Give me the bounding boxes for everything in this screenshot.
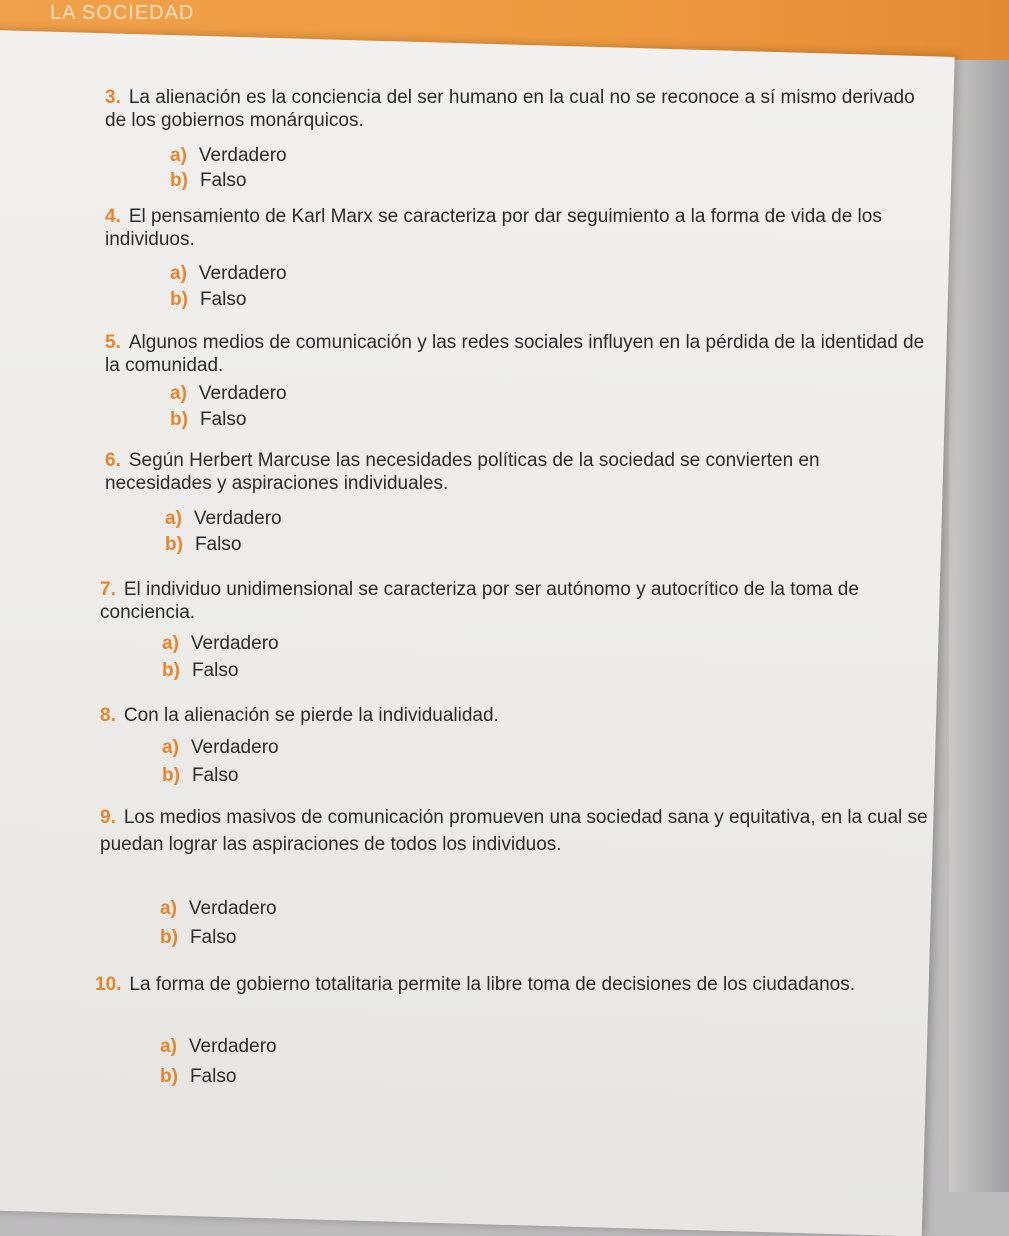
option-false[interactable] — [160, 1065, 236, 1088]
question-9 — [100, 804, 935, 858]
option-letter: b) — [160, 927, 178, 948]
option-false[interactable] — [170, 408, 246, 431]
question-text: El individuo unidimensional se caracteriza por ser autónomo y autocrítico de la toma de conciencia. — [100, 579, 859, 623]
option-letter: b) — [162, 765, 180, 786]
question-3 — [105, 86, 925, 132]
question-7 — [100, 578, 930, 624]
question-number: 7. — [100, 579, 116, 600]
question-8 — [100, 704, 930, 727]
option-label: Verdadero — [198, 263, 287, 284]
option-label: Verdadero — [198, 383, 287, 404]
option-letter: a) — [170, 383, 187, 404]
option-letter: b) — [170, 409, 188, 430]
option-label: Falso — [199, 170, 247, 191]
question-number: 9. — [100, 807, 116, 828]
option-label: Verdadero — [198, 145, 287, 166]
option-label: Falso — [199, 289, 247, 310]
option-label: Verdadero — [188, 898, 277, 919]
question-number: 10. — [95, 974, 122, 995]
option-false[interactable] — [162, 659, 238, 682]
question-number: 3. — [105, 87, 121, 108]
option-label: Falso — [189, 1066, 237, 1087]
option-label: Verdadero — [190, 633, 279, 654]
option-letter: b) — [170, 289, 188, 310]
option-label: Falso — [194, 534, 242, 555]
option-false[interactable] — [170, 169, 246, 192]
option-false[interactable] — [165, 533, 241, 556]
option-true[interactable] — [170, 262, 287, 285]
option-label: Falso — [191, 765, 239, 786]
option-false[interactable] — [160, 926, 236, 949]
option-letter: a) — [162, 737, 179, 758]
option-false[interactable] — [170, 288, 246, 311]
page-edge-shadow — [949, 60, 1009, 1192]
option-letter: a) — [170, 263, 187, 284]
option-label: Falso — [189, 927, 237, 948]
option-label: Verdadero — [188, 1036, 277, 1057]
question-text: Con la alienación se pierde la individualidad. — [123, 705, 499, 726]
option-label: Verdadero — [193, 508, 282, 529]
option-label: Falso — [199, 409, 247, 430]
option-letter: a) — [170, 145, 187, 166]
option-false[interactable] — [162, 764, 238, 787]
option-true[interactable] — [170, 144, 287, 167]
question-number: 4. — [105, 206, 121, 227]
question-5 — [105, 331, 925, 377]
question-number: 6. — [105, 450, 121, 471]
question-4 — [105, 205, 925, 251]
section-title: LA SOCIEDAD — [50, 2, 195, 24]
question-text: El pensamiento de Karl Marx se caracteriza por dar seguimiento a la forma de vida de los individuos. — [105, 206, 882, 250]
option-true[interactable] — [160, 897, 277, 920]
option-letter: a) — [165, 508, 182, 529]
option-letter: b) — [160, 1066, 178, 1087]
option-letter: b) — [170, 170, 188, 191]
option-letter: b) — [162, 660, 180, 681]
option-label: Falso — [191, 660, 239, 681]
option-true[interactable] — [170, 382, 287, 405]
option-true[interactable] — [160, 1035, 277, 1058]
option-letter: b) — [165, 534, 183, 555]
option-label: Verdadero — [190, 737, 279, 758]
option-true[interactable] — [162, 736, 279, 759]
question-text: Los medios masivos de comunicación promueven una sociedad sana y equitativa, en la cual se puedan lograr las aspiraciones de todos los individuos. — [100, 807, 928, 855]
option-letter: a) — [162, 633, 179, 654]
question-text: Algunos medios de comunicación y las redes sociales influyen en la pérdida de la identidad de la comunidad. — [105, 332, 925, 376]
option-letter: a) — [160, 898, 177, 919]
question-number: 8. — [100, 705, 116, 726]
question-number: 5. — [105, 332, 121, 353]
option-letter: a) — [160, 1036, 177, 1057]
option-true[interactable] — [162, 632, 279, 655]
question-text: Según Herbert Marcuse las necesidades políticas de la sociedad se convierten en necesidades y aspiraciones individuales. — [105, 450, 820, 494]
question-text: La forma de gobierno totalitaria permite la libre toma de decisiones de los ciudadanos. — [129, 974, 856, 995]
option-true[interactable] — [165, 507, 282, 530]
question-6 — [105, 449, 930, 495]
question-10 — [95, 972, 940, 998]
question-text: La alienación es la conciencia del ser humano en la cual no se reconoce a sí mismo derivado de los gobiernos monárquicos. — [105, 87, 915, 131]
